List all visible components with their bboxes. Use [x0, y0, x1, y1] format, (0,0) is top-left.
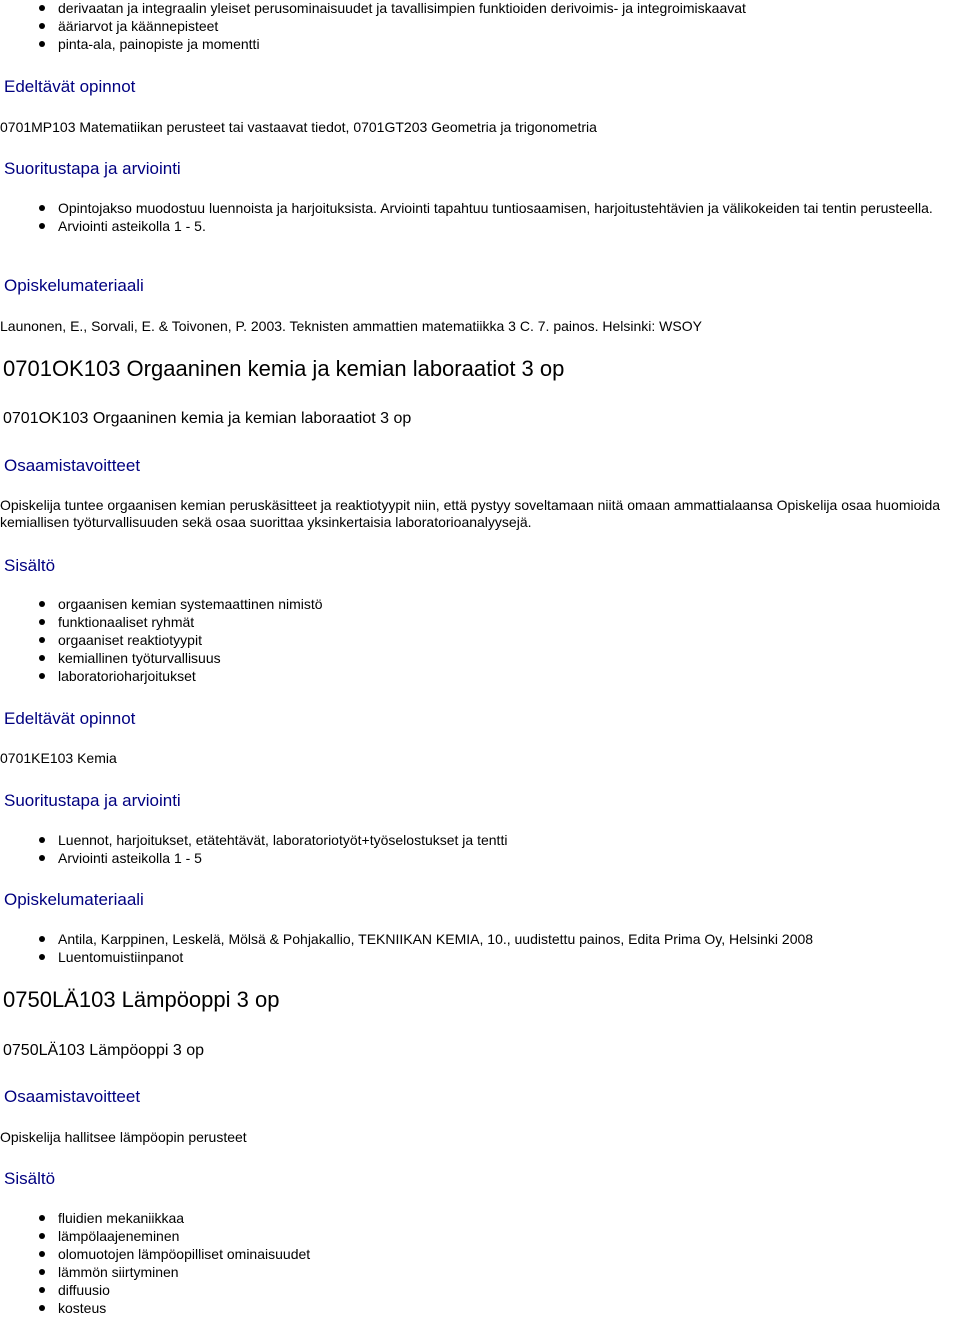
list-item: Opintojakso muodostuu luennoista ja harjoituksista. Arviointi tapahtuu tuntiosaamisen, harjoitustehtävien ja välikokeiden tai tentin perusteella. — [0, 200, 960, 218]
bullet-icon — [39, 5, 45, 11]
bullet-icon — [39, 1287, 45, 1293]
list-item: Antila, Karppinen, Leskelä, Mölsä & Pohjakallio, TEKNIIKAN KEMIA, 10., uudistettu painos, Edita Prima Oy, Helsinki 2008 — [0, 931, 960, 949]
bullet-icon — [39, 619, 45, 625]
list-item: Arviointi asteikolla 1 - 5 — [0, 850, 960, 868]
bullet-icon — [39, 1305, 45, 1311]
list-item: orgaanisen kemian systemaattinen nimistö — [0, 596, 960, 614]
bullet-icon — [39, 205, 45, 211]
top-content-list — [0, 0, 960, 54]
study-material-text: Launonen, E., Sorvali, E. & Toivonen, P. 2003. Teknisten ammattien matematiikka 3 C. 7. painos. Helsinki: WSOY — [0, 318, 702, 334]
study-material-heading: Opiskelumateriaali — [4, 276, 144, 295]
prerequisites-text: 0701KE103 Kemia — [0, 750, 117, 766]
list-item: lämmön siirtyminen — [0, 1264, 960, 1282]
bullet-icon — [39, 673, 45, 679]
assessment-heading: Suoritustapa ja arviointi — [4, 159, 181, 178]
list-item: fluidien mekaniikkaa — [0, 1210, 960, 1228]
learning-goals-text: Opiskelija hallitsee lämpöopin perusteet — [0, 1129, 247, 1145]
list-item: olomuotojen lämpöopilliset ominaisuudet — [0, 1246, 960, 1264]
list-item: kemiallinen työturvallisuus — [0, 650, 960, 668]
study-material-heading: Opiskelumateriaali — [4, 890, 144, 909]
bullet-icon — [39, 1269, 45, 1275]
course-subtitle: 0750LÄ103 Lämpöoppi 3 op — [3, 1042, 205, 1059]
assessment-heading: Suoritustapa ja arviointi — [4, 791, 181, 810]
list-item: lämpölaajeneminen — [0, 1228, 960, 1246]
prerequisites-heading: Edeltävät opinnot — [4, 77, 136, 96]
bullet-icon — [39, 855, 45, 861]
content-heading: Sisältö — [4, 556, 56, 575]
bullet-icon — [39, 23, 45, 29]
bullet-icon — [39, 936, 45, 942]
course-title: 0750LÄ103 Lämpöoppi 3 op — [3, 987, 280, 1012]
list-item: Arviointi asteikolla 1 - 5. — [0, 218, 960, 236]
list-item: diffuusio — [0, 1282, 960, 1300]
list-item: Luennot, harjoitukset, etätehtävät, laboratoriotyöt+työselostukset ja tentti — [0, 832, 960, 850]
course-subtitle: 0701OK103 Orgaaninen kemia ja kemian laboraatiot 3 op — [3, 410, 412, 427]
prerequisites-text: 0701MP103 Matematiikan perusteet tai vastaavat tiedot, 0701GT203 Geometria ja trigonometria — [0, 119, 597, 135]
learning-goals-heading: Osaamistavoitteet — [4, 1087, 141, 1106]
learning-goals-text: Opiskelija tuntee orgaanisen kemian peruskäsitteet ja reaktiotyypit niin, että pystyy soveltamaan niitä omaan ammattialaansa Opiskelija osaa huomioida kemiallisen työturvallisuuden sekä osaa suorittaa yksinkertaisia laboratorioanalyysejä. — [0, 497, 941, 530]
list-item: funktionaaliset ryhmät — [0, 614, 960, 632]
list-item: pinta-ala, painopiste ja momentti — [0, 36, 960, 54]
study-material-list — [0, 931, 960, 967]
list-item: Luentomuistiinpanot — [0, 949, 960, 967]
list-item: ääriarvot ja käännepisteet — [0, 18, 960, 36]
bullet-icon — [39, 601, 45, 607]
list-item: orgaaniset reaktiotyypit — [0, 632, 960, 650]
content-heading: Sisältö — [4, 1169, 56, 1188]
prerequisites-heading: Edeltävät opinnot — [4, 709, 136, 728]
bullet-icon — [39, 1251, 45, 1257]
bullet-icon — [39, 1215, 45, 1221]
course-title: 0701OK103 Orgaaninen kemia ja kemian laboraatiot 3 op — [3, 356, 565, 381]
list-item: kosteus — [0, 1300, 960, 1318]
bullet-icon — [39, 223, 45, 229]
bullet-icon — [39, 41, 45, 47]
content-list — [0, 1210, 960, 1318]
bullet-icon — [39, 637, 45, 643]
bullet-icon — [39, 655, 45, 661]
bullet-icon — [39, 1233, 45, 1239]
content-list — [0, 596, 960, 686]
assessment-list — [0, 832, 960, 868]
list-item: derivaatan ja integraalin yleiset perusominaisuudet ja tavallisimpien funktioiden derivoimis- ja integroimiskaavat — [0, 0, 960, 18]
bullet-icon — [39, 954, 45, 960]
bullet-icon — [39, 837, 45, 843]
list-item: laboratorioharjoitukset — [0, 668, 960, 686]
assessment-list — [0, 200, 960, 236]
learning-goals-heading: Osaamistavoitteet — [4, 456, 141, 475]
